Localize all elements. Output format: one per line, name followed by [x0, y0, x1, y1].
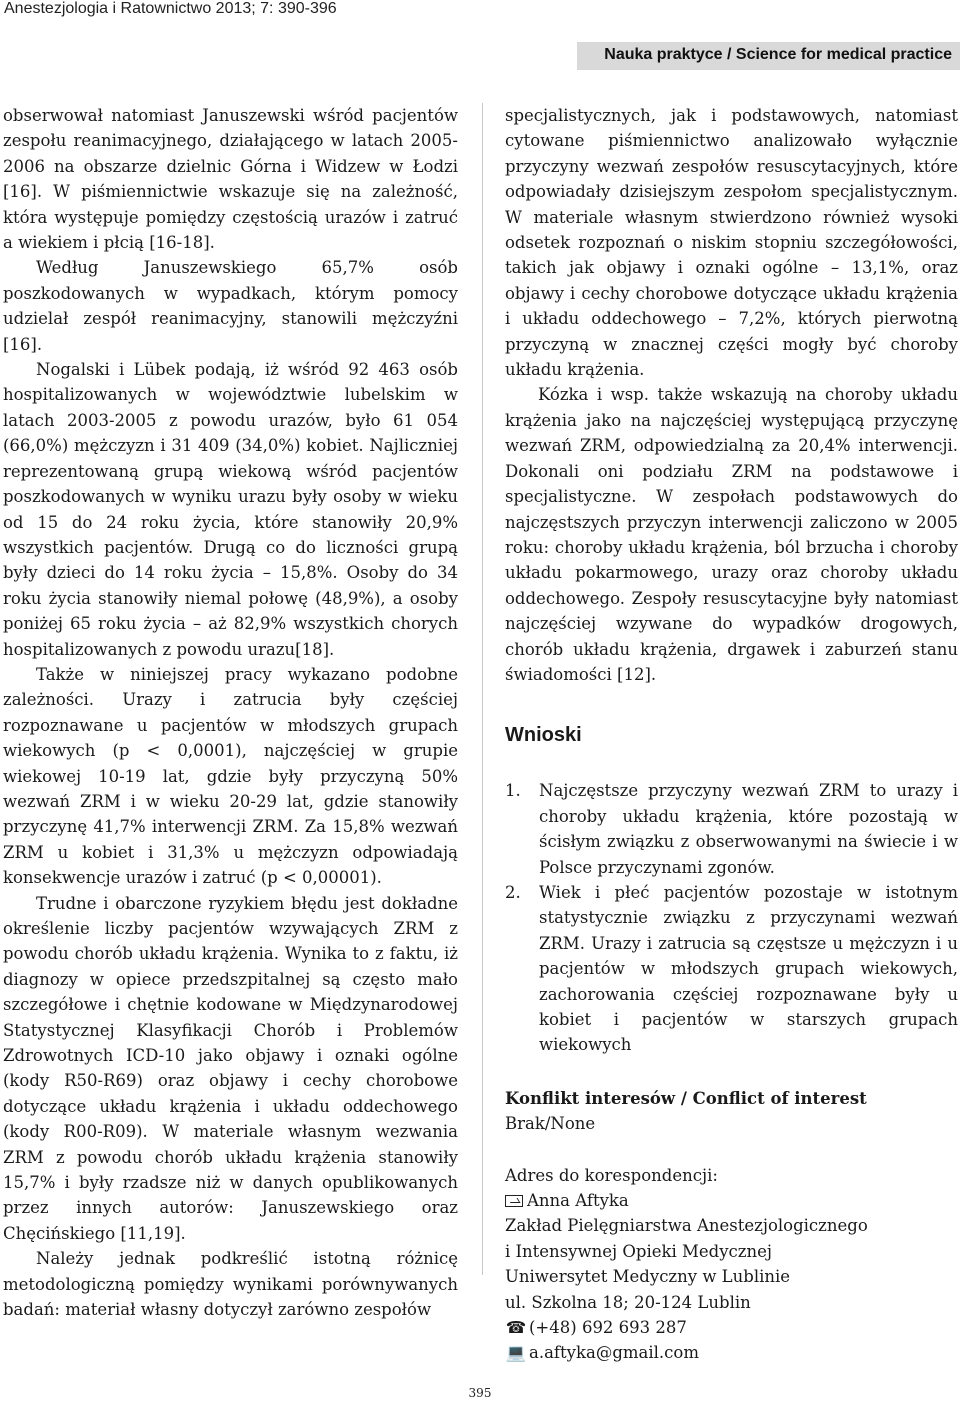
phone-icon: ☎ [505, 1318, 527, 1338]
envelope-icon [505, 1195, 523, 1207]
paragraph: Także w niniejszej pracy wykazano podobne zależności. Urazy i zatrucia były częściej rozpoznawane u pacjentów w młodszych grupach wiekowych (p < 0,0001), najczęściej w grupie wiekowej 10-19 lat, gdzie były przyczyną 50% wezwań ZRM i w wieku 20-29 lat, gdzie stanowiły przyczynę 41,7% interwencji ZRM. Za 15,8% wezwań ZRM u kobiet i 31,3% u mężczyzn odpowiadają konsekwencje urazów i zatruć (p < 0,00001). [3, 664, 458, 888]
column-divider [482, 103, 483, 1275]
list-item-text: Najczęstsze przyczyny wezwań ZRM to urazy i choroby układu krążenia, które pozostają w ścisłym związku z obserwowanymi na świecie i w Polsce przyczynami zgonów. [539, 781, 958, 877]
phone-number: (+48) 692 693 287 [529, 1318, 687, 1338]
list-item [505, 778, 958, 880]
address-label: Adres do korespondencji: [505, 1165, 718, 1185]
journal-citation: Anestezjologia i Ratownictwo 2013; 7: 390-396 [4, 0, 337, 17]
paragraph: Kózka i wsp. także wskazują na choroby układu krążenia jako na najczęściej występującą przyczynę wezwań ZRM, odpowiedzialną za 20,4% interwencji. Dokonali oni podziału ZRM na podstawowe i specjalistyczne. W zespołach podstawowych do najczęstszych przyczyn interwencji zaliczono w 2005 roku: choroby układu krążenia, ból brzucha i choroby układu pokarmowego, urazy oraz choroby układu oddechowego. Zespoły resuscytacyjne były natomiast najczęściej wzywane do wypadków drogowych, chorób układu krążenia, drgawek i zaburzeń stanu świadomości [12]. [505, 385, 958, 684]
paragraph: Trudne i obarczone ryzykiem błędu jest dokładne określenie liczby pacjentów wzywających ZRM z powodu chorób układu krążenia. Wynika to z faktu, iż diagnozy w opiece przedszpitalnej są często mało szczegółowe i chętnie kodowane w Międzynarodowej Statystycznej Klasyfikacji Chorób i Problemów Zdrowotnych ICD-10 jako objawy i oznaki ogólne (kody R50-R69) oraz objawy i cechy chorobowe dotyczące układu krążenia i układu oddechowego (kody R00-R09). W materiale własnym wezwania ZRM z powodu chorób układu krążenia stanowiły 15,7% i były rzadsze niż w danych opublikowanych przez innych autorów: Januszewskiego oraz Chęcińskiego [11,19]. [3, 893, 458, 1243]
phone-line [505, 1315, 958, 1340]
paragraph: Należy jednak podkreślić istotną różnicę metodologiczną pomiędzy wynikami porównywanych badań: materiał własny dotyczył zarówno zespołów [3, 1249, 458, 1320]
paragraph: obserwował natomiast Januszewski wśród pacjentów zespołu reanimacyjnego, działającego w latach 2005-2006 na obszarze dzielnic Górna i Widzew w Łodzi [16]. W piśmiennictwie wskazuje się na zależność, która występuje pomiędzy częstością urazów i zatruć a wiekiem i płcią [16-18]. [3, 106, 458, 253]
conflict-heading: Konflikt interesów / Conflict of interest [505, 1088, 867, 1108]
paragraph: Według Januszewskiego 65,7% osób poszkodowanych w wypadkach, którym pomocy udzielał zespół reanimacyjny, stanowili mężczyźni [16]. [3, 258, 458, 354]
left-column [3, 103, 458, 1323]
paragraph: specjalistycznych, jak i podstawowych, natomiast cytowane piśmiennictwo analizowało wyłącznie przyczyny wezwań zespołów resuscytacyjnych, które odpowiadały dzisiejszym zespołom specjalistycznym. W materiale własnym stwierdzono również wysoki odsetek rozpoznań o niskim stopniu szczegółowości, takich jak objawy i oznaki ogólne – 13,1%, oraz objawy i cechy chorobowe dotyczące układu krążenia i układu oddechowego – 7,2%, których pierwotną przyczyną w znacznej części mogły być choroby układu krążenia. [505, 106, 958, 380]
author-name: Anna Aftyka [527, 1191, 629, 1211]
list-number: 1. [505, 781, 521, 801]
list-item-text: Wiek i płeć pacjentów pozostaje w istotnym statystycznie związku z przyczynami wezwań ZRM. Urazy i zatrucia są częstsze u mężczyzn i u pacjentów w młodszych grupach wiekowych, zachorowania częściej rozpoznawane były u kobiet i pacjentów w starszych grupach wiekowych [539, 882, 958, 1055]
right-column [505, 103, 958, 1366]
department-line: Zakład Pielęgniarstwa Anestezjologicznego [505, 1216, 868, 1236]
university-line: Uniwersytet Medyczny w Lublinie [505, 1267, 791, 1287]
conclusions-heading: Wnioski [505, 724, 582, 747]
conflict-text: Brak/None [505, 1114, 596, 1134]
paragraph: Nogalski i Lübek podają, iż wśród 92 463 osób hospitalizowanych w województwie lubelskim w latach 2003-2005 z powodu urazów, było 61 054 (66,0%) mężczyzn i 31 409 (34,0%) kobiet. Najliczniej reprezentowaną grupą wiekową wśród pacjentów poszkodowanych w wyniku urazu były osoby w wieku od 15 do 24 roku życia, które stanowiły 20,9% wszystkich pacjentów. Drugą co do liczności grupą były dzieci do 14 roku życia – 15,8%. Osoby do 34 roku życia stanowiły niemal połowę (48,9%), a osoby poniżej 65 roku życia – aż 82,9% wszystkich chorych hospitalizowanych z powodu urazu[18]. [3, 360, 458, 659]
department-line: i Intensywnej Opieki Medycznej [505, 1241, 772, 1261]
email-address[interactable]: a.aftyka@gmail.com [529, 1343, 699, 1363]
section-banner [577, 42, 960, 70]
list-number: 2. [505, 882, 521, 902]
conclusions-list [505, 778, 958, 1057]
computer-icon: 💻 [505, 1343, 527, 1363]
street-line: ul. Szkolna 18; 20-124 Lublin [505, 1292, 751, 1312]
list-item [505, 880, 958, 1058]
conflict-of-interest [505, 1086, 958, 1137]
correspondence-address [505, 1163, 958, 1366]
email-line [505, 1340, 958, 1365]
author-line [505, 1188, 958, 1213]
section-label: Nauka praktyce / Science for medical practice [604, 46, 952, 63]
page-number: 395 [468, 1386, 492, 1400]
